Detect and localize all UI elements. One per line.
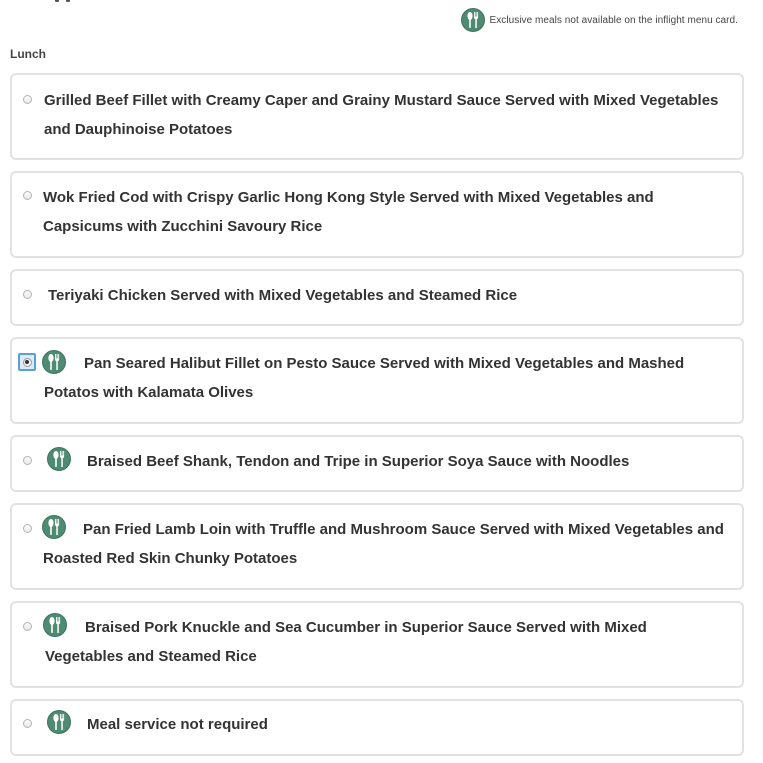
meal-option-card[interactable] [10, 503, 744, 590]
meal-option-label: Braised Pork Knuckle and Sea Cucumber in Superior Sauce Served with Mixed Vegetables and Steamed Rice [45, 619, 647, 665]
meal-radio[interactable] [23, 456, 32, 465]
section-title-lunch: Lunch [10, 47, 46, 61]
meal-option-card[interactable] [10, 73, 744, 160]
exclusive-meal-legend [461, 8, 739, 32]
meal-option-card[interactable] [10, 337, 744, 424]
meal-option-label: Pan Fried Lamb Loin with Truffle and Mushroom Sauce Served with Mixed Vegetables and Roasted Red Skin Chunky Potatoes [43, 521, 724, 567]
meal-option-card[interactable] [10, 269, 744, 326]
meal-option-label: Meal service not required [87, 716, 268, 733]
meal-radio[interactable] [23, 719, 32, 728]
meal-radio[interactable] [23, 524, 32, 533]
meal-option-label: Braised Beef Shank, Tendon and Tripe in Superior Soya Sauce with Noodles [87, 453, 630, 470]
meal-option-card[interactable] [10, 171, 744, 258]
meal-option-card[interactable] [10, 435, 744, 492]
meal-option-card[interactable] [10, 601, 744, 688]
meal-radio-selected[interactable] [18, 353, 36, 371]
exclusive-meal-icon [461, 8, 485, 32]
meal-option-card[interactable] [10, 699, 744, 756]
exclusive-meal-icon [47, 710, 71, 734]
meal-option-label: Teriyaki Chicken Served with Mixed Vegetables and Steamed Rice [48, 287, 518, 304]
exclusive-meal-icon [47, 447, 71, 471]
meal-option-label: Pan Seared Halibut Fillet on Pesto Sauce Served with Mixed Vegetables and Mashed Potatos with Kalamata Olives [44, 355, 685, 401]
meal-radio[interactable] [23, 95, 32, 104]
meal-option-label: Grilled Beef Fillet with Creamy Caper and Grainy Mustard Sauce Served with Mixed Vegetables and Dauphinoise Potatoes [44, 92, 719, 138]
meal-radio[interactable] [23, 191, 32, 200]
meal-radio[interactable] [23, 290, 32, 299]
meal-radio[interactable] [23, 622, 32, 631]
legend-text: Exclusive meals not available on the inflight menu card. [489, 14, 738, 26]
cut-off-heading [0, 0, 90, 4]
meal-option-label: Wok Fried Cod with Crispy Garlic Hong Kong Style Served with Mixed Vegetables and Capsicums with Zucchini Savoury Rice [43, 189, 654, 235]
